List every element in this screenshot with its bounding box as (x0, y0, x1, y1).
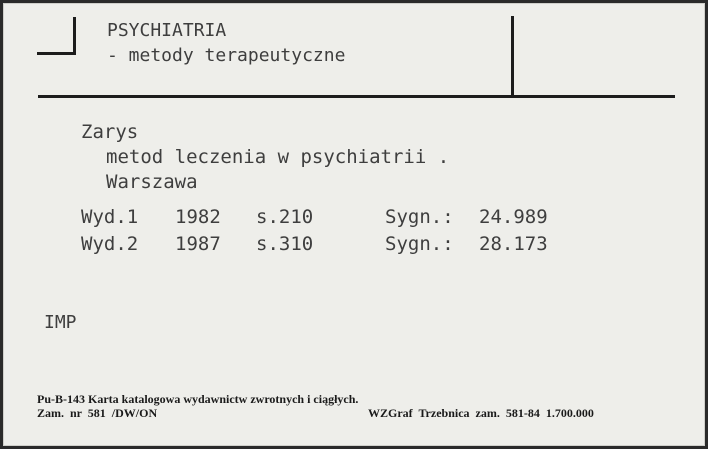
corner-bracket-horizontal (37, 52, 76, 55)
edition-year: 1982 (175, 206, 221, 228)
edition-label: Wyd.2 (81, 233, 139, 255)
entry-place: Warszawa (106, 171, 198, 193)
signature-number: 28.173 (479, 233, 548, 255)
edition-pages: s.210 (256, 206, 314, 228)
publisher-note: IMP (44, 312, 77, 333)
entry-title: metod leczenia w psychiatrii . (106, 146, 450, 168)
form-line: Pu-B-143 Karta katalogowa wydawnictw zwrotnych i ciągłych. (37, 392, 359, 406)
catalog-card (3, 3, 705, 446)
order-number: Zam. nr 581 /DW/ON (37, 406, 158, 420)
header-horizontal-rule (38, 95, 675, 98)
edition-pages: s.310 (256, 233, 314, 255)
signature-label: Sygn.: (385, 233, 454, 255)
edition-label: Wyd.1 (81, 206, 139, 228)
subject-subtitle: - metody terapeutyczne (107, 45, 346, 66)
header-vertical-rule (511, 16, 514, 98)
signature-label: Sygn.: (385, 206, 454, 228)
subject-heading: PSYCHIATRIA (107, 20, 227, 41)
signature-number: 24.989 (479, 206, 548, 228)
corner-bracket-vertical (73, 17, 76, 54)
edition-year: 1987 (175, 233, 221, 255)
entry-lead: Zarys (81, 121, 139, 143)
printer-imprint: WZGraf Trzebnica zam. 581-84 1.700.000 (368, 406, 594, 420)
